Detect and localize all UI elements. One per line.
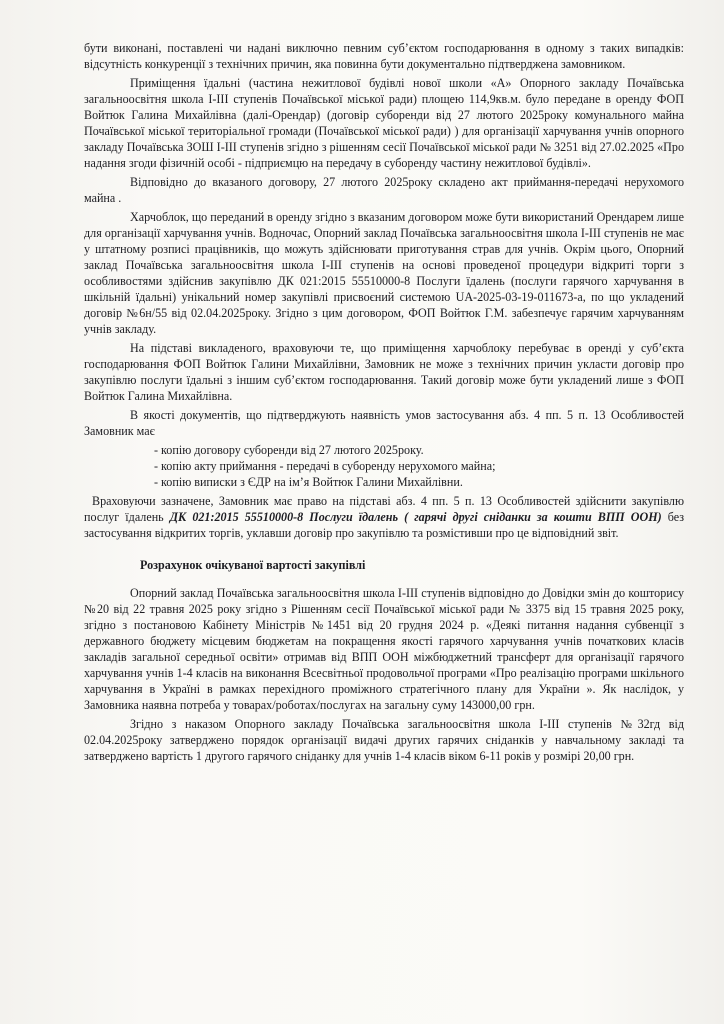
paragraph-9: Згідно з наказом Опорного закладу Почаївська загальноосвітня школа І-ІІІ ступенів №32гд від 02.04.2025року затверджено порядок організації видачі других гарячих сніданків у навчальному закладі та затверджено вартість 1 другого гарячого сніданку для учнів 1-4 класів віком 6-11 років у розмірі 20,00 грн.	[84, 717, 684, 763]
paragraph-7-intro: Враховуючи зазначене, Замовник має право на підставі абз. 4 пп. 5 п. 13 Особливостей здійснити закупівлю послуг їдалень	[84, 494, 684, 524]
paragraph-3: Відповідно до вказаного договору, 27 лютого 2025року складено акт приймання-передачі нерухомого майна .	[84, 175, 684, 205]
paragraph-6: В якості документів, що підтверджують наявність умов застосування абз. 4 пп. 5 п. 13 Особливостей Замовник має	[84, 408, 684, 438]
paragraph-1: бути виконані, поставлені чи надані виключно певним суб’єктом господарювання в одному з таких випадків: відсутність конкуренції з технічних причин, яка повинна бути документально підтверджена замовником.	[84, 41, 684, 71]
document-list-item: - копію виписки з ЄДР на ім’я Войтюк Галини Михайлівни.	[154, 475, 463, 489]
section-heading: Розрахунок очікуваної вартості закупівлі	[140, 558, 366, 572]
paragraph-8: Опорний заклад Почаївська загальноосвітня школа І-ІІІ ступенів відповідно до Довідки змін до кошторису №20 від 22 травня 2025 року згідно з Рішенням сесії Почаївської міської ради № 3375 від 15 травня 2025 року, згідно з постановою Кабінету Міністрів №1451 від 20 грудня 2024 р. «Деякі питання надання субвенції з державного бюджету місцевим бюджетам на покращення якості гарячого харчування учнів початкових класів закладів загальної середньої освіти» отримав від ВПП ООН міжбюджетний трансферт для організації гарячого харчування учнів 1-4 класів на виконання Всесвітньої продовольчої програми «Про реалізацію програми шкільного харчування в Україні в рамках перехідного проміжного стратегічного плану для України ». Як наслідок, у Замовника наявна потреба у товарах/роботах/послугах на загальну суму 143000,00 грн.	[84, 586, 684, 712]
procurement-subject: ДК 021:2015 55510000-8 Послуги їдалень ( гарячі другі сніданки за кошти ВПП ООН)	[169, 510, 662, 524]
document-body	[84, 40, 684, 767]
document-list-item: - копію акту приймання - передачі в суборенду нерухомого майна;	[154, 459, 496, 473]
paragraph-5: На підставі викладеного, враховуючи те, що приміщення харчоблоку перебуває в оренді у суб’єкта господарювання ФОП Войтюк Галини Михайлівни, Замовник не може з технічних причин укласти договір про закупівлю послуги їдальні з іншим суб’єктом господарювання. Такий договір може бути укладений лише з ФОП Войтюк Галина Михайлівна.	[84, 341, 684, 403]
paragraph-7-outro: без застосування відкритих торгів, уклавши договір про закупівлю та розмістивши про це відповідний звіт.	[84, 510, 685, 540]
paragraph-2: Приміщення їдальні (частина нежитлової будівлі нової школи «А» Опорного закладу Почаївська загальноосвітня школа І-ІІІ ступенів Почаївської міської ради) площею 114,9кв.м. було передане в оренду ФОП Войтюк Галина Михайлівна (далі-Орендар) (договір суборенди від 27 лютого 2025року комунального майна Почаївської міської територіальної громади (Почаївської міської ради) ) для організації харчування учнів опорного закладу Почаївська ЗОШ І-ІІІ ступенів згідно з рішенням сесії Почаївської міської ради № 3251 від 27.02.2025 «Про надання згоди фізичній особі - підприємцю на передачу в суборенду частину нежитлової будівлі».	[84, 76, 684, 170]
document-list-item: - копію договору суборенди від 27 лютого 2025року.	[154, 443, 424, 457]
paragraph-7	[84, 493, 684, 541]
paragraph-4: Харчоблок, що переданий в оренду згідно з вказаним договором може бути використаний Орендарем лише для організації харчування учнів. Водночас, Опорний заклад Почаївська загальноосвітня школа І-ІІІ ступенів не має у штатному розписі працівників, що можуть здійснювати приготування страв для учнів. Окрім цього, Опорний заклад Почаївська загальноосвітня школа І-ІІІ ступенів на основі проведеної процедури відкриті торги з особливостями здійснив закупівлю ДК 021:2015 55510000-8 Послуги їдалень (послуги гарячого харчування в шкільній їдальні) унікальний номер закупівлі присвоєний системою UA-2025-03-19-011673-а, по що укладений договір №6н/55 від 02.04.2025року. Згідно з цим договором, ФОП Войтюк Г.М. забезпечує гарячим харчуванням учнів закладу.	[84, 210, 684, 336]
